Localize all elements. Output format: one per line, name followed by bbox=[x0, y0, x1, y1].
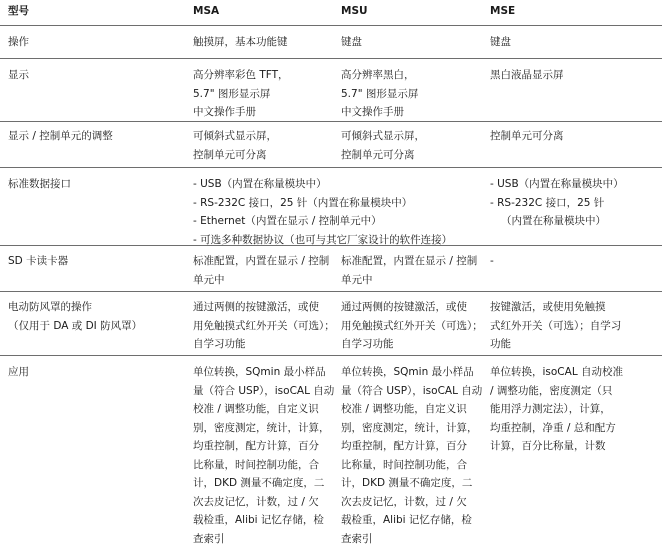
divider bbox=[0, 291, 662, 292]
interface-msa-msu: - USB（内置在称量模块中） - RS-232C 接口，25 针（内置在称量模块中） - Ethernet（内置在显示 / 控制单元中） - 可选多种数据协议（也可与其它厂家设计的软件连接） bbox=[193, 178, 453, 246]
divider bbox=[0, 355, 662, 356]
operation-mse: 键盘 bbox=[490, 36, 511, 48]
header-msu: MSU bbox=[341, 5, 368, 17]
draftshield-msa: 通过两侧的按键激活，或使 用免触摸式红外开关（可选）； 自学习功能 bbox=[193, 301, 335, 350]
display-msa: 高分辨率彩色 TFT， 5.7" 图形显示屏 中文操作手册 bbox=[193, 69, 289, 118]
divider bbox=[0, 58, 662, 59]
sd-mse: - bbox=[490, 255, 494, 267]
header-msa: MSA bbox=[193, 5, 220, 17]
adjust-mse: 控制单元可分离 bbox=[490, 130, 564, 142]
display-msu: 高分辨率黑白， 5.7" 图形显示屏 中文操作手册 bbox=[341, 69, 419, 118]
sd-msa: 标准配置，内置在显示 / 控制 单元中 bbox=[193, 255, 330, 286]
interface-mse: - USB（内置在称量模块中） - RS-232C 接口，25 针 （内置在称量模块中） bbox=[490, 178, 624, 227]
divider bbox=[0, 25, 662, 26]
draftshield-mse: 按键激活，或使用免触摸 式红外开关（可选）；自学习 功能 bbox=[490, 301, 622, 350]
row-label-adjust: 显示 / 控制单元的调整 bbox=[8, 130, 113, 142]
adjust-msu: 可倾斜式显示屏， 控制单元可分离 bbox=[341, 130, 425, 161]
divider bbox=[0, 245, 662, 246]
header-model: 型号 bbox=[8, 5, 29, 17]
sd-msu: 标准配置，内置在显示 / 控制 单元中 bbox=[341, 255, 478, 286]
divider bbox=[0, 121, 662, 122]
application-msu: 单位转换，SQmin 最小样品 量（符合 USP），isoCAL 自动 校准 / 调整功能，自定义识 别，密度测定，统计，计算， 均重控制，配方计算，百分 比称量，时间控制功能，合 计，DKD 测量不确定度，二 次去皮记忆，计数，过 / 欠 载检重，Alibi 记忆存储，检 查索引 bbox=[341, 366, 483, 545]
header-mse: MSE bbox=[490, 5, 516, 17]
row-label-sd: SD 卡读卡器 bbox=[8, 255, 69, 267]
draftshield-msu: 通过两侧的按键激活，或使 用免触摸式红外开关（可选）； 自学习功能 bbox=[341, 301, 483, 350]
adjust-msa: 可倾斜式显示屏， 控制单元可分离 bbox=[193, 130, 277, 161]
row-label-draftshield: 电动防风罩的操作 （仅用于 DA 或 DI 防风罩） bbox=[8, 301, 143, 332]
row-label-application: 应用 bbox=[8, 366, 29, 378]
operation-msa: 触摸屏，基本功能键 bbox=[193, 36, 288, 48]
display-mse: 黑白液晶显示屏 bbox=[490, 69, 564, 81]
operation-msu: 键盘 bbox=[341, 36, 362, 48]
divider bbox=[0, 167, 662, 168]
application-mse: 单位转换，isoCAL 自动校准 / 调整功能，密度测定（只 能用浮力测定法），计算， 均重控制，净重 / 总和配方 计算，百分比称量，计数 bbox=[490, 366, 624, 452]
application-msa: 单位转换，SQmin 最小样品 量（符合 USP），isoCAL 自动 校准 / 调整功能，自定义识 别，密度测定，统计，计算， 均重控制，配方计算，百分 比称量，时间控制功能，合 计，DKD 测量不确定度，二 次去皮记忆，计数，过 / 欠 载检重，Alibi 记忆存储，检 查索引 bbox=[193, 366, 335, 545]
row-label-operation: 操作 bbox=[8, 36, 29, 48]
row-label-display: 显示 bbox=[8, 69, 29, 81]
row-label-interface: 标准数据接口 bbox=[8, 178, 71, 190]
